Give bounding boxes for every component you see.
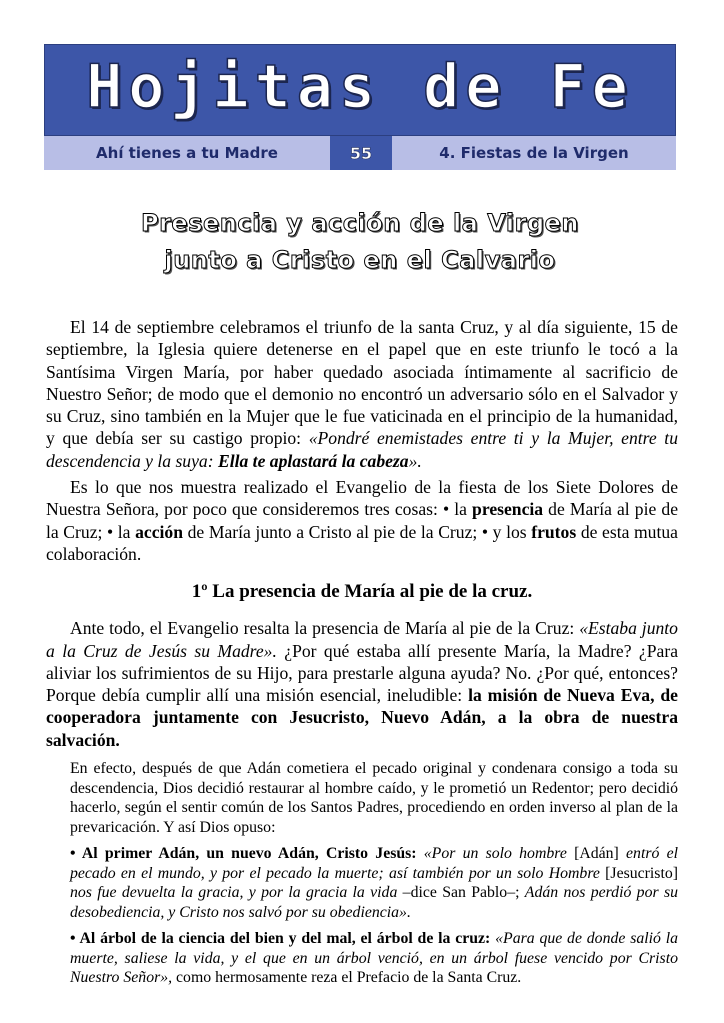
text-span: Es lo que nos muestra realizado el Evangelio de la fiesta de los Siete Dolores de Nuestra Señora, por poco que consideremos tres cosas: • la bbox=[46, 477, 678, 520]
text-span: de María junto a Cristo al pie de la Cruz; • y los bbox=[182, 521, 532, 542]
paragraph-3 bbox=[46, 617, 678, 751]
masthead bbox=[44, 44, 676, 170]
text-span: Ante todo, el Evangelio resalta la presencia de María al pie de la Cruz: bbox=[70, 618, 580, 639]
section-label: 4. Fiestas de la Virgen bbox=[439, 144, 629, 162]
article-title-line-2: junto a Cristo en el Calvario bbox=[164, 246, 556, 274]
emphasis-span: la misión de Nueva Eva, de cooperadora juntamente con Jesucristo, Nuevo Adán, a la obra de nuestra salvación. bbox=[46, 685, 678, 750]
issue-number: 55 bbox=[330, 136, 392, 170]
article-title-line-1: Presencia y acción de la Virgen bbox=[140, 209, 579, 237]
paragraph-1 bbox=[46, 316, 678, 472]
text-span: como hermosamente reza el Prefacio de la Santa Cruz. bbox=[172, 969, 522, 987]
paragraph-4: En efecto, después de que Adán cometiera el pecado original y condenara consigo a toda su descendencia, Dios decidió restaurar al hombre caído, y le prometió un Redentor; pero decidió hacerlo, según el sentir común de los Santos Padres, procediendo en orden inverso al plan de la prevaricación. Y así Dios opuso: bbox=[70, 760, 678, 836]
masthead-banner bbox=[44, 44, 676, 136]
quote-span: nos fue devuelta la gracia, y por la gracia la vida bbox=[70, 884, 398, 902]
emphasis-span: Ella te aplastará la cabeza bbox=[217, 450, 409, 471]
emphasis-span: presencia bbox=[472, 499, 544, 520]
quote-span: «Pondré enemistades entre ti y la Mujer, entre tu descendencia y la suya: bbox=[46, 428, 678, 471]
masthead-subbar bbox=[44, 136, 676, 170]
paragraph-6 bbox=[70, 929, 678, 988]
text-span: de María al pie de la Cruz; • la bbox=[46, 499, 678, 542]
quote-span: ». bbox=[408, 450, 422, 471]
quote-span: Adán nos perdió por su desobediencia, y Cristo nos salvó por su obediencia». bbox=[70, 884, 678, 921]
paragraph-5 bbox=[70, 844, 678, 922]
series-label: Ahí tienes a tu Madre bbox=[96, 144, 278, 162]
text-span: –dice San Pablo–; bbox=[397, 884, 525, 902]
publication-title: Hojitas de Fe bbox=[86, 52, 634, 122]
text-span: ¿Por qué estaba allí presente María, la Madre? ¿Para aliviar los sufrimientos de su Hijo, para prestarle alguna ayuda? No. ¿Por qué, entonces? Porque debía cumplir allí una misión esencial, ineludible: bbox=[46, 640, 679, 706]
text-span: [Adán] bbox=[566, 845, 627, 863]
article-body bbox=[46, 316, 678, 995]
paragraph-2 bbox=[46, 476, 678, 565]
quote-span: entró el pecado en el mundo, y por el pecado la muerte; así también por un solo Hombre bbox=[70, 845, 678, 882]
quote-span: «Estaba junto a la Cruz de Jesús su Madre». bbox=[46, 618, 678, 661]
emphasis-span: frutos bbox=[531, 521, 577, 542]
quote-span: «Por un solo hombre bbox=[423, 845, 567, 863]
emphasis-span: • Al árbol de la ciencia del bien y del mal, el árbol de la cruz: bbox=[70, 930, 496, 948]
section-heading: 1º La presencia de María al pie de la cruz. bbox=[191, 581, 533, 603]
emphasis-span: acción bbox=[135, 521, 183, 542]
article-title bbox=[44, 205, 676, 279]
text-span: El 14 de septiembre celebramos el triunfo de la santa Cruz, y al día siguiente, 15 de septiembre, la Iglesia quiere detenerse en el papel que en este triunfo le tocó a la Santísima Virgen María, por haber quedado asociada íntimamente al sacrificio de Nuestro Señor; de modo que el demonio no encontró un adversario sólo en el Salvador y su Cruz, sino también en la Mujer que le fue vaticinada en el principio de la humanidad, y que debía ser su castigo propio: bbox=[46, 317, 678, 449]
text-span: de esta mutua colaboración. bbox=[46, 521, 678, 564]
quote-span: «Para que de donde salió la muerte, saliese la vida, y el que en un árbol venció, en un árbol fuese vencido por Cristo Nuestro Señor», bbox=[70, 930, 679, 987]
emphasis-span: • Al primer Adán, un nuevo Adán, Cristo Jesús: bbox=[70, 845, 424, 863]
text-span: [Jesucristo] bbox=[599, 864, 678, 882]
